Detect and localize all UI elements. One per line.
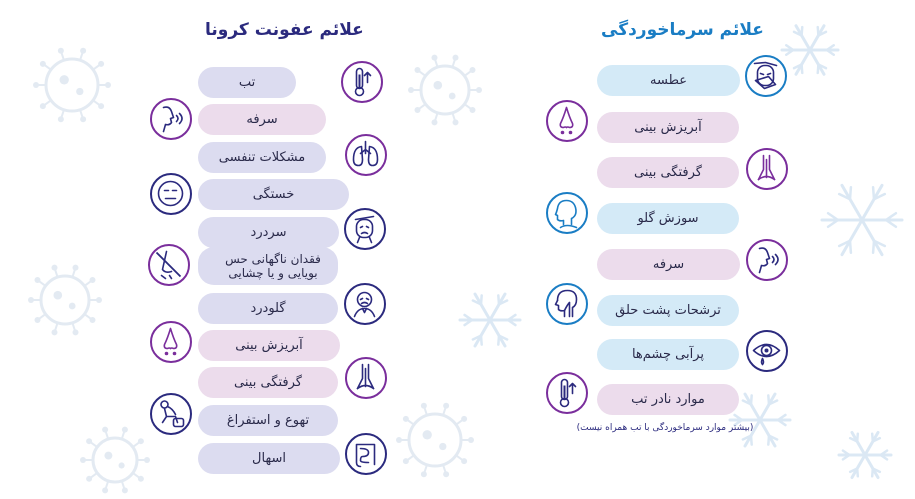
cold-symptom-pill: سرفه [597, 249, 740, 280]
covid-symptom-pill: سردرد [198, 217, 339, 248]
stuffy-nose-icon [345, 357, 387, 399]
tired-face-icon [150, 173, 192, 215]
cold-title: علائم سرماخوردگی [601, 20, 764, 40]
covid-symptom-pill: مشکلات تنفسی [198, 142, 326, 173]
snowflake-decoration [730, 394, 790, 446]
covid-symptom-pill: گرفتگی بینی [198, 367, 338, 398]
runny-nose-icon [150, 321, 192, 363]
covid-symptom-pill: سرفه [198, 104, 326, 135]
vomiting-icon [150, 393, 192, 435]
intestine-icon [345, 433, 387, 475]
cough-icon [746, 239, 788, 281]
covid-symptom-pill: تهوع و استفراغ [198, 405, 338, 436]
covid-symptom-pill: خستگی [198, 179, 349, 210]
virus-decoration [408, 55, 482, 126]
throat-profile-icon [546, 192, 588, 234]
covid-title: علائم عفونت کرونا [205, 20, 364, 40]
virus-decoration [80, 427, 150, 494]
cold-footnote: (بیشتر موارد سرماخوردگی با تب همراه نیست) [576, 423, 754, 433]
cold-symptom-pill: عطسه [597, 65, 740, 96]
cold-symptom-pill: سوزش گلو [597, 203, 739, 234]
covid-symptom-pill: تب [198, 67, 296, 98]
virus-decoration [33, 48, 111, 122]
cold-symptom-pill: ترشحات پشت حلق [597, 295, 739, 326]
snowflake-decoration [460, 294, 520, 346]
thermometer-up-icon [546, 372, 588, 414]
snowflake-decoration [822, 185, 902, 254]
thermometer-up-icon [341, 61, 383, 103]
sneeze-icon [745, 55, 787, 97]
cold-symptom-pill: پرآبی چشم‌ها [597, 339, 739, 370]
cold-symptom-pill: گرفتگی بینی [597, 157, 739, 188]
stuffy-nose-icon [746, 148, 788, 190]
cold-symptom-pill: آبریزش بینی [597, 112, 739, 143]
covid-symptom-pill: گلودرد [198, 293, 338, 324]
no-smell-icon [148, 244, 190, 286]
throat-anatomy-icon [546, 283, 588, 325]
lungs-icon [345, 134, 387, 176]
teary-eye-icon [746, 330, 788, 372]
runny-nose-icon [546, 100, 588, 142]
sore-throat-icon [344, 283, 386, 325]
virus-decoration [28, 265, 102, 336]
covid-symptom-pill: آبریزش بینی [198, 330, 340, 361]
cold-symptom-pill: موارد نادر تب [597, 384, 739, 415]
snowflake-decoration [839, 432, 891, 477]
covid-symptom-pill: فقدان ناگهانی حس بویایی و یا چشایی [198, 247, 338, 285]
snowflake-decoration [782, 26, 838, 74]
virus-decoration [396, 403, 474, 477]
cough-icon [150, 98, 192, 140]
headache-icon [344, 208, 386, 250]
covid-symptom-pill: اسهال [198, 443, 340, 474]
